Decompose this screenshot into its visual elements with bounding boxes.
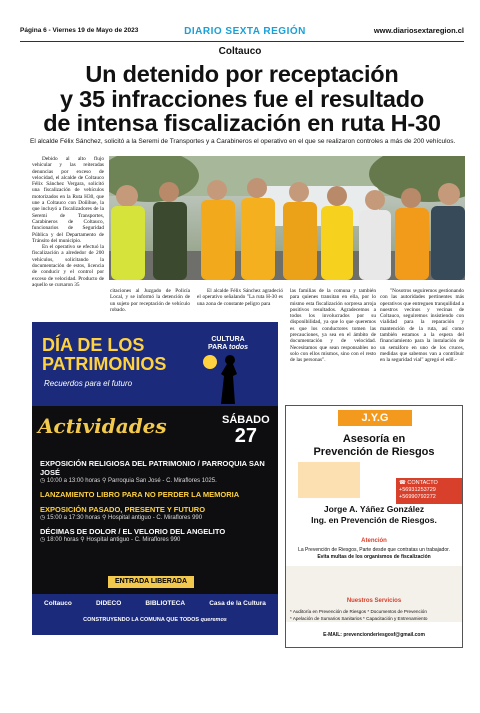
service-item: * Documentos de Prevención xyxy=(367,609,427,614)
event-item: LANZAMIENTO LIBRO PARA NO PERDER LA MEMORIA xyxy=(40,490,240,499)
pin-icon: ⚲ xyxy=(80,537,87,543)
event-item: DÉCIMAS DE DOLOR / EL VELORIO DEL ANGELITO ◷ 18:00 horas ⚲ Hospital antiguo - C. Miraflores 990 xyxy=(40,527,226,543)
phone-icon: ☎ xyxy=(399,480,408,486)
logo-biblioteca: BIBLIOTECA xyxy=(145,600,186,607)
pin-icon: ⚲ xyxy=(101,478,109,484)
section-label: Coltauco xyxy=(218,46,262,57)
silhouette-icon xyxy=(192,354,262,406)
site-url[interactable]: www.diariosextaregion.cl xyxy=(373,26,464,35)
ad-footer-slogan: CONSTRUYENDO LA COMUNA QUE TODOS queremos xyxy=(83,617,227,623)
headline-line-1: Un detenido por receptación xyxy=(85,61,399,87)
logo-coltauco: Coltauco xyxy=(44,600,72,607)
jyg-services-label: Nuestros Servicios xyxy=(346,598,402,604)
clock-icon: ◷ xyxy=(40,478,47,484)
headline xyxy=(20,62,464,136)
page-date: Página 6 - Viernes 19 de Mayo de 2023 xyxy=(20,27,139,34)
paragraph: En el operativo se efectuó la fiscalización a alrededor de 200 vehículos, solicitando la documentación de estos, licencia de conducir y el control por exceso de velocidad. Producto de aquello se cursaron 35 xyxy=(32,244,104,288)
jyg-services xyxy=(290,608,460,622)
cultura-para-todos: CULTURA PARA todos xyxy=(208,336,249,351)
entry-badge: ENTRADA LIBERADA xyxy=(108,576,194,588)
jyg-image xyxy=(298,462,360,498)
ad-logo-band xyxy=(32,594,278,635)
jyg-notice: La Prevención de Riesgos, Parte desde que contratas un trabajador. Evita multas de los organismos de fiscalización xyxy=(298,547,450,560)
service-item: * Capacitación y Entrenamiento xyxy=(363,616,428,621)
service-item: * Auditoría en Prevención de Riesgos xyxy=(290,609,367,614)
pin-icon: ⚲ xyxy=(101,515,109,521)
event-item: EXPOSICIÓN PASADO, PRESENTE Y FUTURO ◷ 15:00 a 17:30 horas ⚲ Hospital antiguo - C. Miraflores 990 xyxy=(40,505,206,521)
jyg-title: Asesoría en Prevención de Riesgos xyxy=(313,433,435,458)
header-rule xyxy=(20,41,464,42)
ad-logos xyxy=(32,594,278,607)
subheadline: El alcalde Félix Sánchez, solicitó a la Seremi de Transportes y a Carabineros el operativo en el que se realizaron controles a más de 200 vehículos. xyxy=(30,138,456,145)
article-column-5: "Nosotros seguiremos gestionando con las autoridades pertinentes más operativos que entreguen tranquilidad a nuestros vecinos y vecinas de Coltauco, seguiremos insistiendo con vialidad para la reparación y mantención de la ruta, así como también estamos a la espera del financiamiento para la instalación de un semáforo en uno de los cruces, medidas que sabemos van a contribuir en la seguridad vial" agregó el edil.- xyxy=(380,288,464,364)
event-item: EXPOSICIÓN RELIGIOSA DEL PATRIMONIO / PARROQUIA SAN JOSÉ ◷ 10:00 a 13:00 horas ⚲ Parroquia San José - C. Miraflores 1025. xyxy=(40,459,265,484)
clock-icon: ◷ xyxy=(40,515,47,521)
page-header xyxy=(20,26,464,40)
clock-icon: ◷ xyxy=(40,537,47,543)
article-column-3: El alcalde Félix Sánchez agradeció el operativo señalando "La ruta H-30 es una zona de constante peligro para xyxy=(197,288,283,307)
ad-events xyxy=(40,459,272,543)
service-item: * Apelación de Sumarios Sanitarios xyxy=(290,616,362,621)
article-column-1 xyxy=(32,156,104,288)
paragraph: Debido al alto flujo vehicular y las reiteradas denuncias por exceso de velocidad, el alcalde de Coltauco Félix Sánchez Vergara, solicitó una fiscalización de vehículos motorizados en la Ruta H30, que une a Coltauco con Doñihue, la que incluyó a fiscalizadores de la Seremi de Transportes, Carabineros de Coltauco, funcionarios de Seguridad Pública y del Departamento de Tránsito del municipio. xyxy=(32,156,104,244)
logo-casa-cultura: Casa de la Cultura xyxy=(209,600,266,607)
jyg-ad xyxy=(285,405,463,648)
jyg-email[interactable]: E-MAIL: prevencionderiesgosf@gmail.com xyxy=(323,632,425,638)
logo-dideco: DIDECO xyxy=(95,600,122,607)
masthead: DIARIO SEXTA REGIÓN xyxy=(184,26,306,37)
ad-title: DÍA DE LOS PATRIMONIOS xyxy=(42,335,167,374)
headline-line-2: y 35 infracciones fue el resultado xyxy=(59,85,425,112)
jyg-notice-label: Atención xyxy=(361,538,387,544)
ad-activities: Actividades xyxy=(38,414,167,438)
headline-line-3: de intensa fiscalización en ruta H-30 xyxy=(43,110,441,136)
article-column-2: citaciones al Juzgado de Policía Local, y se informó la detención de un sujeto por receptación de vehículo robado. xyxy=(110,288,190,313)
jyg-person: Jorge A. Yáñez González Ing. en Prevención de Riesgos. xyxy=(311,504,437,525)
article-photo xyxy=(109,156,465,280)
article-column-4: las familias de la comuna y también para quienes transitan en ella, por lo mismo esta fiscalización sorpresa arroja positivos resultados. Agradecemos a todos los involucrados por su disponibilidad, ya que lo que queremos es que los conductores tomen las precauciones, ya sea en el ámbito de documentación y de velocidad. Necesitamos que sean responsables no solo con ellos mismos, sino con el resto de las personas". xyxy=(290,288,376,364)
jyg-brand: J.Y.G xyxy=(338,410,412,426)
ad-date: SÁBADO 27 xyxy=(222,414,270,447)
ad-tagline: Recuerdos para el futuro xyxy=(44,379,133,388)
jyg-contact: ☎ CONTACTO +56931253729 +56990792272 xyxy=(396,478,462,504)
patrimonios-ad xyxy=(32,322,278,635)
